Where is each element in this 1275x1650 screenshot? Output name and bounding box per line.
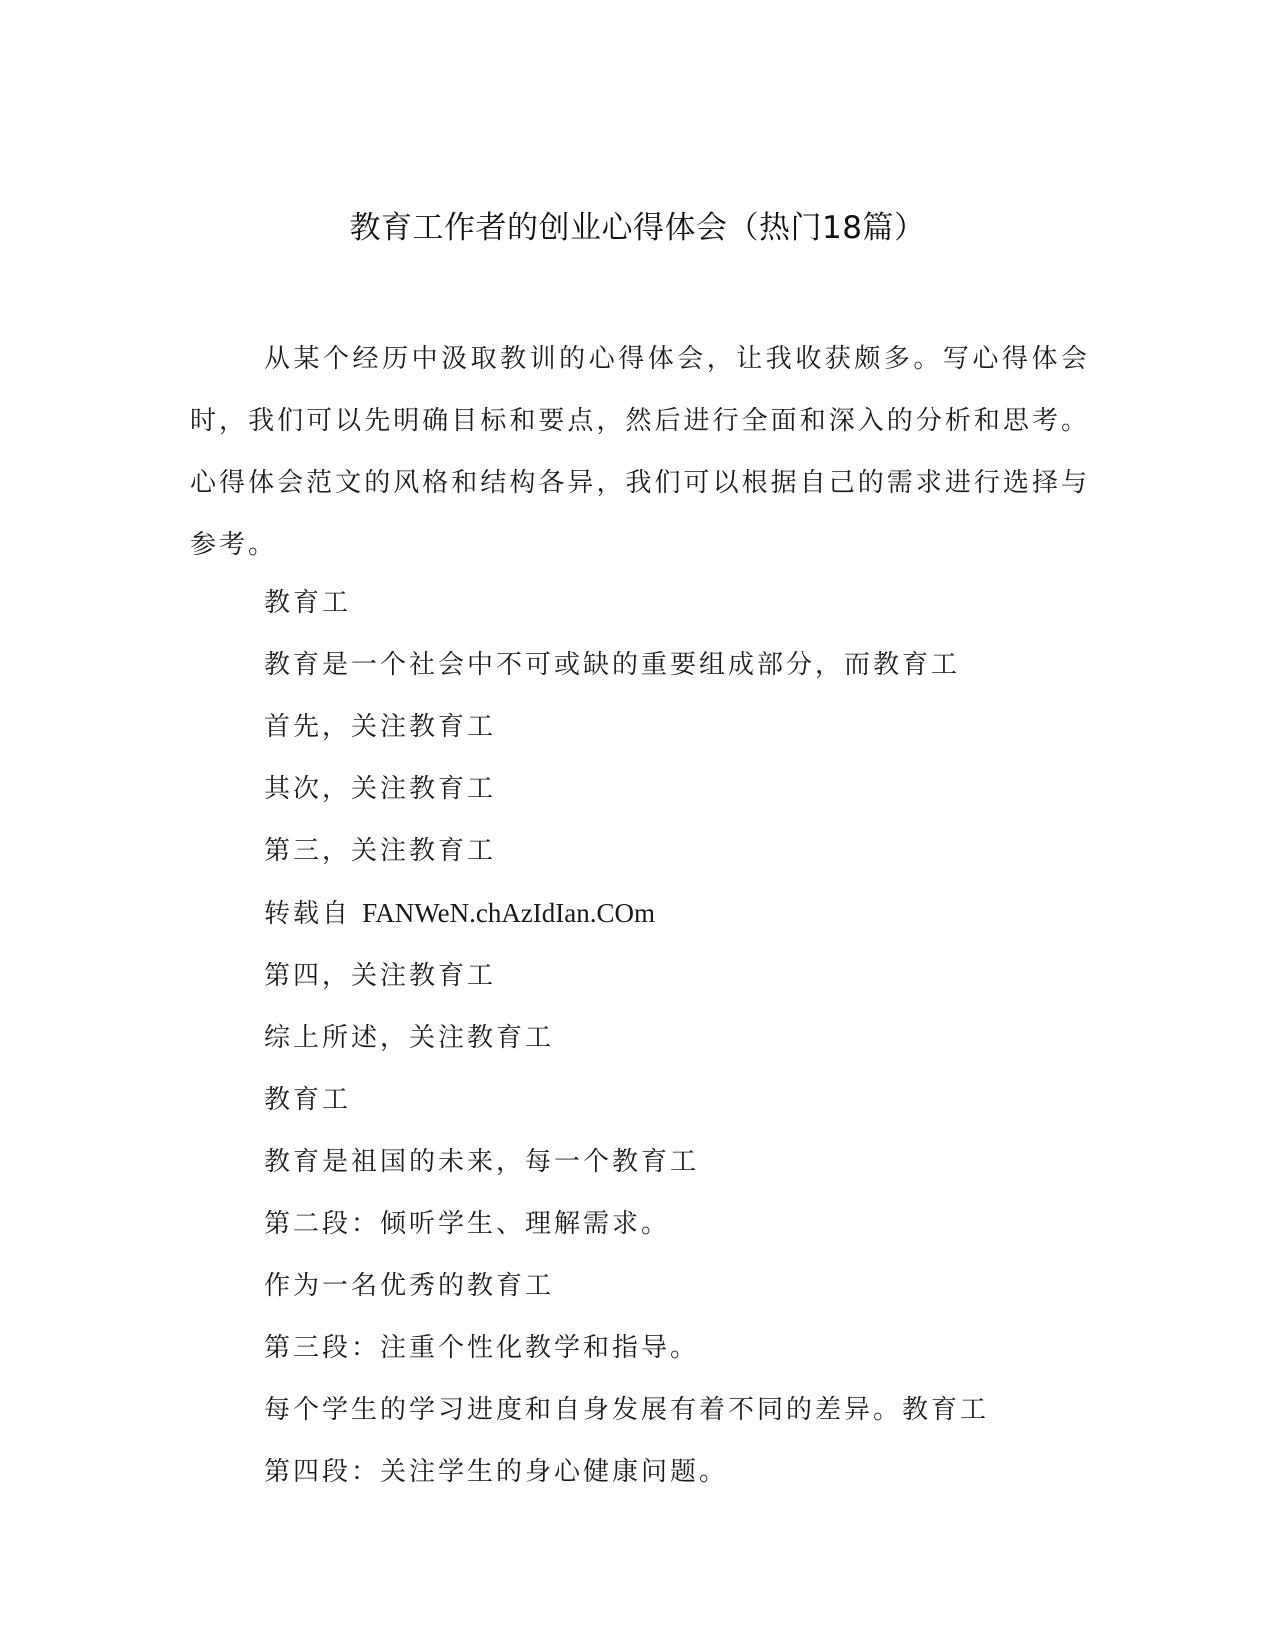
body-line: 第三，关注教育工 — [264, 836, 497, 866]
body-line: 教育是一个社会中不可或缺的重要组成部分，而教育工 — [264, 650, 961, 680]
body-line: 教育是祖国的未来，每一个教育工 — [264, 1147, 700, 1177]
body-line: 综上所述，关注教育工 — [264, 1023, 555, 1053]
body-lines — [264, 572, 989, 1503]
section-heading: 第二段：倾听学生、理解需求。 — [264, 1209, 671, 1239]
intro-paragraph: 从某个经历中汲取教训的心得体会，让我收获颇多。写心得体会时，我们可以先明确目标和要点，然后进行全面和深入的分析和思考。心得体会范文的风格和结构各异，我们可以根据自己的需求进行选择与参考。 — [190, 344, 1090, 560]
section-heading: 第四段：关注学生的身心健康问题。 — [264, 1457, 729, 1487]
body-line: 教育工 — [264, 588, 352, 618]
source-link[interactable]: FANWeN.chAzIdIan.COm — [362, 898, 656, 928]
body-line: 其次，关注教育工 — [264, 774, 497, 804]
body-line: 教育工 — [264, 1085, 352, 1115]
section-heading: 第三段：注重个性化教学和指导。 — [264, 1333, 700, 1363]
source-label: 转载自 — [264, 899, 352, 929]
body-line: 每个学生的学习进度和自身发展有着不同的差异。教育工 — [264, 1395, 990, 1425]
document-title: 教育工作者的创业心得体会（热门18篇） — [349, 210, 926, 246]
source-line — [264, 882, 989, 945]
body-line: 第四，关注教育工 — [264, 961, 497, 991]
body-line: 作为一名优秀的教育工 — [264, 1271, 555, 1301]
body-line: 首先，关注教育工 — [264, 712, 497, 742]
